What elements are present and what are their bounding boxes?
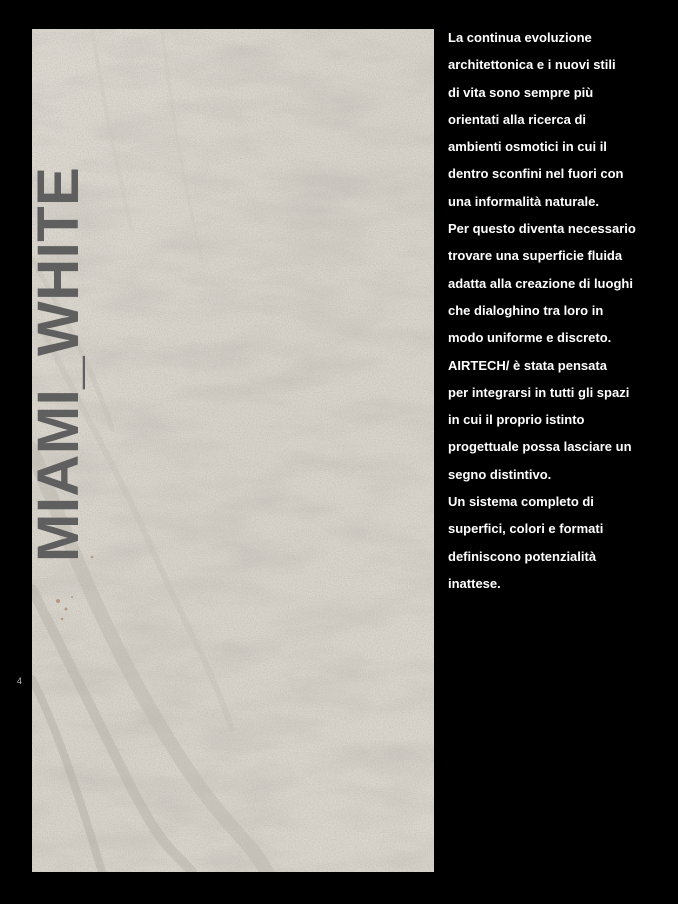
paragraph-line: progettuale possa lasciare un xyxy=(448,439,632,455)
product-title-vertical: MIAMI_WHITE xyxy=(26,166,91,562)
paragraph-line: di vita sono sempre più xyxy=(448,84,594,100)
paragraph-line: per integrarsi in tutti gli spazi xyxy=(448,384,630,400)
paragraph-line: trovare una superficie fluida xyxy=(448,248,623,264)
paragraph-line: segno distintivo. xyxy=(448,466,552,482)
paragraph-line: inattese. xyxy=(448,575,501,591)
paragraph-line: superfici, colori e formati xyxy=(448,521,604,537)
paragraph-line: La continua evoluzione xyxy=(448,30,592,45)
paragraph-line: architettonica e i nuovi stili xyxy=(448,57,616,73)
stone-texture-image xyxy=(26,29,434,872)
paragraph-line: orientati alla ricerca di xyxy=(448,111,587,127)
paragraph-line: dentro sconfini nel fuori con xyxy=(448,166,624,182)
paragraph-line: ambienti osmotici in cui il xyxy=(448,139,607,155)
paragraph-line: una informalità naturale. xyxy=(448,193,599,209)
description-paragraph xyxy=(448,24,672,597)
paragraph-line: modo uniforme e discreto. xyxy=(448,330,612,346)
paragraph-line: Per questo diventa necessario xyxy=(448,221,636,237)
paragraph-line: AIRTECH/ è stata pensata xyxy=(448,357,607,373)
paragraph-line: Un sistema completo di xyxy=(448,494,594,510)
paragraph-line: in cui il proprio istinto xyxy=(448,412,585,428)
paragraph-line: che dialoghino tra loro in xyxy=(448,302,604,318)
paragraph-line: definiscono potenzialità xyxy=(448,548,597,564)
paragraph-line: adatta alla creazione di luoghi xyxy=(448,275,633,291)
page-number: 4 xyxy=(17,676,23,686)
